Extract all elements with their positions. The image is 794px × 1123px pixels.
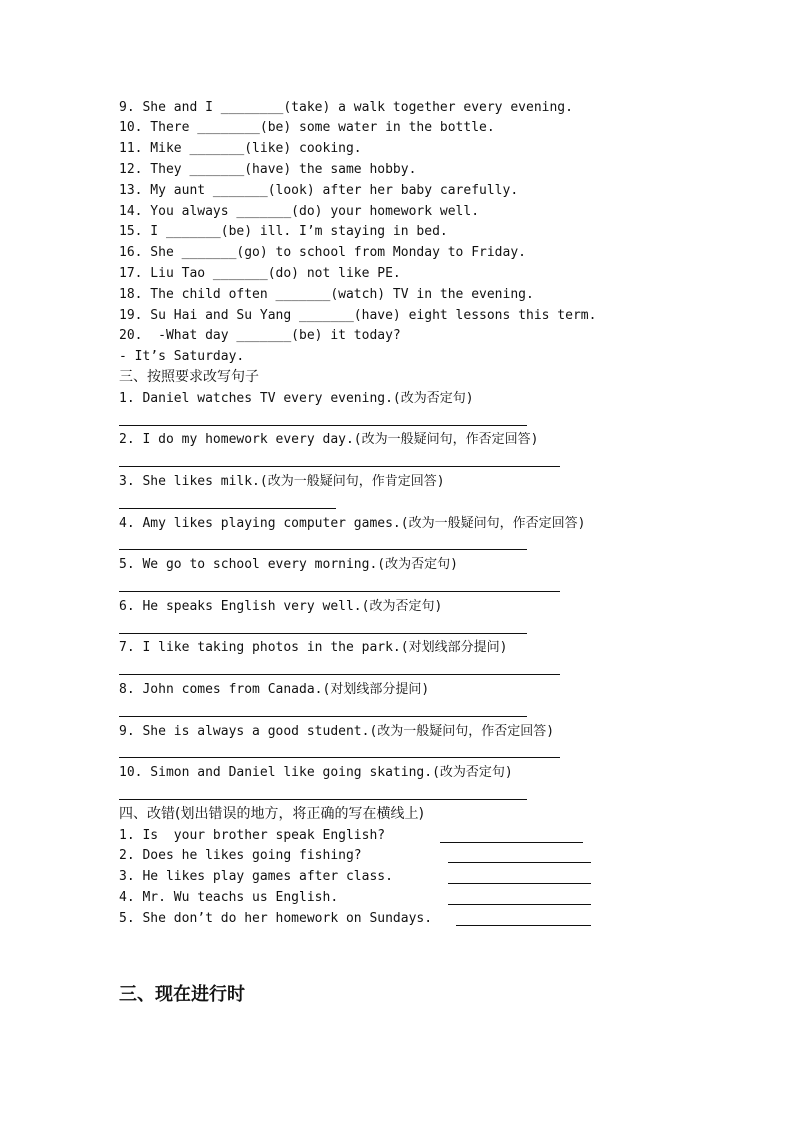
rewrite-item: 5. We go to school every morning.(改为否定句) xyxy=(119,557,458,572)
correction-item: 5. She don’t do her homework on Sundays. xyxy=(119,911,433,926)
answer-blank[interactable] xyxy=(119,591,560,592)
answer-blank[interactable] xyxy=(119,716,527,717)
rewrite-item: 3. She likes milk.(改为一般疑问句，作肯定回答) xyxy=(119,474,445,489)
correction-blank[interactable] xyxy=(448,862,591,863)
fill-item: 11. Mike _______(like) cooking. xyxy=(119,141,362,156)
fill-item: 20. -What day _______(be) it today? xyxy=(119,328,401,343)
correction-blank[interactable] xyxy=(440,842,583,843)
answer-blank[interactable] xyxy=(119,674,560,675)
correction-blank[interactable] xyxy=(448,904,591,905)
correction-blank[interactable] xyxy=(456,925,591,926)
correction-item: 3. He likes play games after class. xyxy=(119,869,393,884)
fill-item: 19. Su Hai and Su Yang _______(have) eight lessons this term. xyxy=(119,308,597,323)
answer-blank[interactable] xyxy=(119,466,560,467)
section-title: 四、改错(划出错误的地方，将正确的写在横线上) xyxy=(119,806,424,822)
next-section-title: 三、现在进行时 xyxy=(119,984,245,1005)
fill-item: 12. They _______(have) the same hobby. xyxy=(119,162,417,177)
rewrite-item: 2. I do my homework every day.(改为一般疑问句，作否定回答) xyxy=(119,432,539,447)
fill-item: 9. She and I ________(take) a walk together every evening. xyxy=(119,100,573,115)
fill-item: 13. My aunt _______(look) after her baby carefully. xyxy=(119,183,519,198)
fill-item: 10. There ________(be) some water in the bottle. xyxy=(119,120,495,135)
answer-blank[interactable] xyxy=(119,508,336,509)
answer-blank[interactable] xyxy=(119,757,560,758)
rewrite-item: 10. Simon and Daniel like going skating.(改为否定句) xyxy=(119,765,513,780)
answer-blank[interactable] xyxy=(119,425,527,426)
answer-blank[interactable] xyxy=(119,549,527,550)
correction-item: 1. Is your brother speak English? xyxy=(119,828,386,843)
answer-blank[interactable] xyxy=(119,633,527,634)
rewrite-item: 4. Amy likes playing computer games.(改为一般疑问句，作否定回答) xyxy=(119,516,586,531)
fill-item: - It’s Saturday. xyxy=(119,349,245,364)
section-title: 三、按照要求改写句子 xyxy=(119,369,259,385)
fill-item: 15. I _______(be) ill. I’m staying in bed. xyxy=(119,224,448,239)
rewrite-item: 8. John comes from Canada.(对划线部分提问) xyxy=(119,682,430,697)
rewrite-item: 7. I like taking photos in the park.(对划线部分提问) xyxy=(119,640,508,655)
rewrite-item: 6. He speaks English very well.(改为否定句) xyxy=(119,599,443,614)
rewrite-item: 9. She is always a good student.(改为一般疑问句，作否定回答) xyxy=(119,724,555,739)
fill-item: 16. She _______(go) to school from Monday to Friday. xyxy=(119,245,526,260)
correction-item: 2. Does he likes going fishing? xyxy=(119,848,362,863)
rewrite-item: 1. Daniel watches TV every evening.(改为否定句) xyxy=(119,391,474,406)
fill-item: 14. You always _______(do) your homework well. xyxy=(119,204,480,219)
fill-item: 18. The child often _______(watch) TV in the evening. xyxy=(119,287,534,302)
correction-blank[interactable] xyxy=(448,883,591,884)
correction-item: 4. Mr. Wu teachs us English. xyxy=(119,890,339,905)
fill-item: 17. Liu Tao _______(do) not like PE. xyxy=(119,266,401,281)
answer-blank[interactable] xyxy=(119,799,527,800)
